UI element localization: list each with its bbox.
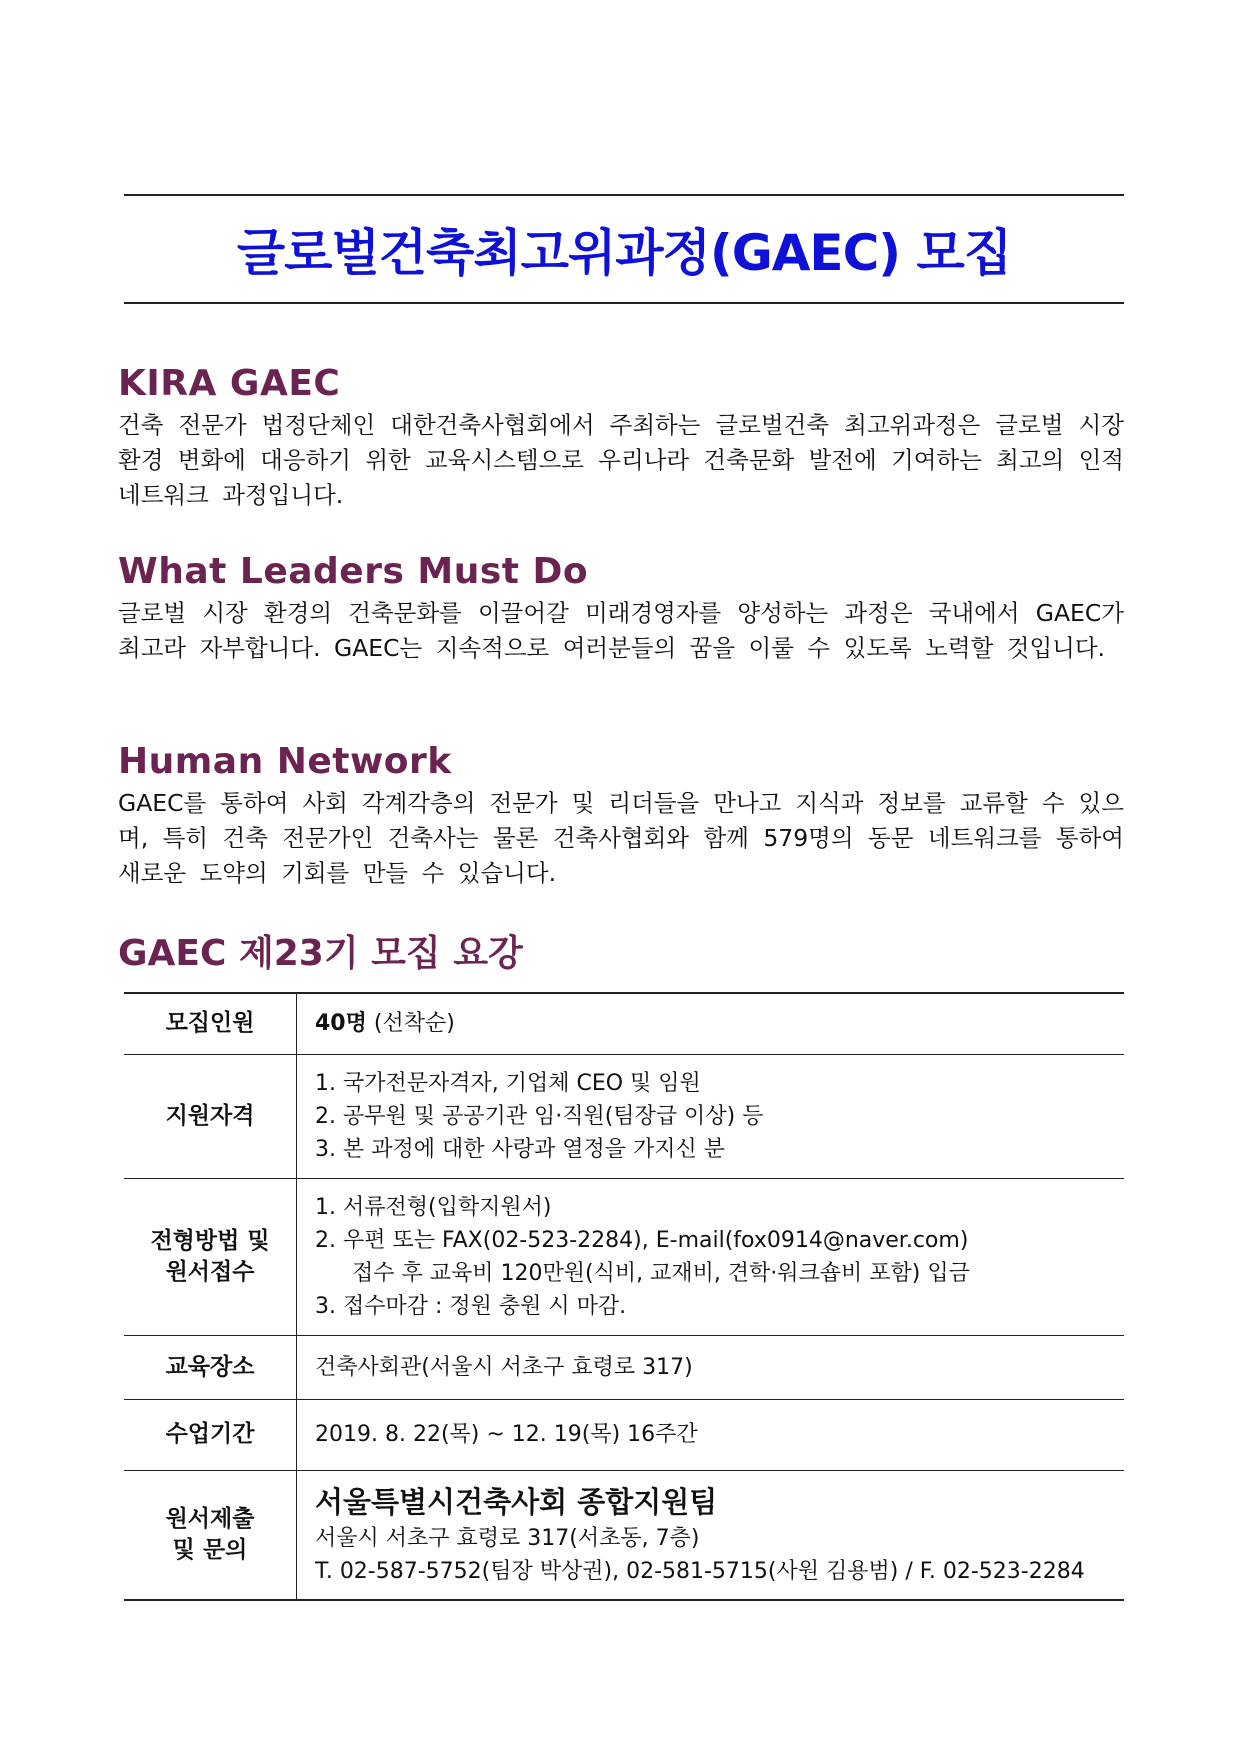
section-heading: KIRA GAEC bbox=[118, 363, 341, 404]
list-item: 3. 본 과정에 대한 사랑과 열정을 가지신 분 bbox=[315, 1136, 725, 1162]
row-value: 2019. 8. 22(목) ~ 12. 19(목) 16주간 bbox=[297, 1399, 1125, 1470]
section-heading: Human Network bbox=[118, 741, 452, 782]
section-heading: What Leaders Must Do bbox=[118, 551, 589, 592]
list-item: 2. 공무원 및 공공기관 임·직원(팀장급 이상) 등 bbox=[315, 1103, 764, 1129]
list-item: 1. 서류전형(입학지원서) bbox=[315, 1194, 552, 1220]
recruit-count: 40명 bbox=[315, 1011, 367, 1037]
office-phone: T. 02-587-5752(팀장 박상권), 02-581-5715(사원 김용범) / F. 02-523-2284 bbox=[315, 1558, 1085, 1584]
table-row bbox=[124, 1335, 1124, 1399]
row-label bbox=[124, 1470, 297, 1600]
list-item: 3. 접수마감 : 정원 충원 시 마감. bbox=[315, 1293, 627, 1319]
row-value bbox=[297, 1178, 1125, 1335]
row-label-line: 전형방법 및 bbox=[150, 1227, 270, 1254]
table-row bbox=[124, 993, 1124, 1054]
title-block bbox=[124, 194, 1124, 304]
row-label-line: 원서제출 bbox=[165, 1505, 255, 1532]
section-body: GAEC를 통하여 사회 각계각층의 전문가 및 리더들을 만나고 지식과 정보를 교류할 수 있으며, 특히 건축 전문가인 건축사는 물론 건축사협회와 함께 579명의 동문 네트워크를 통하여 새로운 도약의 기회를 만들 수 있습니다. bbox=[118, 789, 1124, 887]
row-value bbox=[297, 1470, 1125, 1600]
row-label: 수업기간 bbox=[124, 1399, 297, 1470]
row-label bbox=[124, 1178, 297, 1335]
section-what-leaders-must-do bbox=[118, 550, 1124, 666]
row-label: 모집인원 bbox=[124, 993, 297, 1054]
row-label-line: 및 문의 bbox=[172, 1536, 248, 1563]
row-label-line: 원서접수 bbox=[165, 1258, 255, 1285]
office-name: 서울특별시건축사회 종합지원팀 bbox=[315, 1484, 718, 1519]
table-row bbox=[124, 1054, 1124, 1178]
requirements-heading: GAEC 제23기 모집 요강 bbox=[118, 933, 523, 974]
requirements-table bbox=[124, 992, 1124, 1601]
list-item: 2. 우편 또는 FAX(02-523-2284), E-mail(fox0914@naver.com) bbox=[315, 1227, 969, 1253]
page-title: 글로벌건축최고위과정(GAEC) 모집 bbox=[236, 224, 1012, 282]
office-address: 서울시 서초구 효령로 317(서초동, 7층) bbox=[315, 1525, 700, 1551]
recruit-note: (선착순) bbox=[366, 1011, 455, 1037]
row-label: 교육장소 bbox=[124, 1335, 297, 1399]
table-row bbox=[124, 1178, 1124, 1335]
list-item: 1. 국가전문자격자, 기업체 CEO 및 임원 bbox=[315, 1070, 701, 1096]
section-body: 건축 전문가 법정단체인 대한건축사협회에서 주최하는 글로벌건축 최고위과정은 글로벌 시장 환경 변화에 대응하기 위한 교육시스템으로 우리나라 건축문화 발전에 기여하는 최고의 인적 네트워크 과정입니다. bbox=[118, 411, 1124, 509]
list-item: 접수 후 교육비 120만원(식비, 교재비, 견학·워크숍비 포함) 입금 bbox=[352, 1260, 970, 1286]
row-label: 지원자격 bbox=[124, 1054, 297, 1178]
section-kira-gaec bbox=[118, 362, 1124, 513]
row-value bbox=[297, 1054, 1125, 1178]
row-value: 건축사회관(서울시 서초구 효령로 317) bbox=[297, 1335, 1125, 1399]
section-human-network bbox=[118, 740, 1124, 891]
table-row bbox=[124, 1399, 1124, 1470]
table-row bbox=[124, 1470, 1124, 1600]
row-value bbox=[297, 993, 1125, 1054]
section-body: 글로벌 시장 환경의 건축문화를 이끌어갈 미래경영자를 양성하는 과정은 국내에서 GAEC가 최고라 자부합니다. GAEC는 지속적으로 여러분들의 꿈을 이룰 수 있도록 노력할 것입니다. bbox=[118, 599, 1124, 662]
